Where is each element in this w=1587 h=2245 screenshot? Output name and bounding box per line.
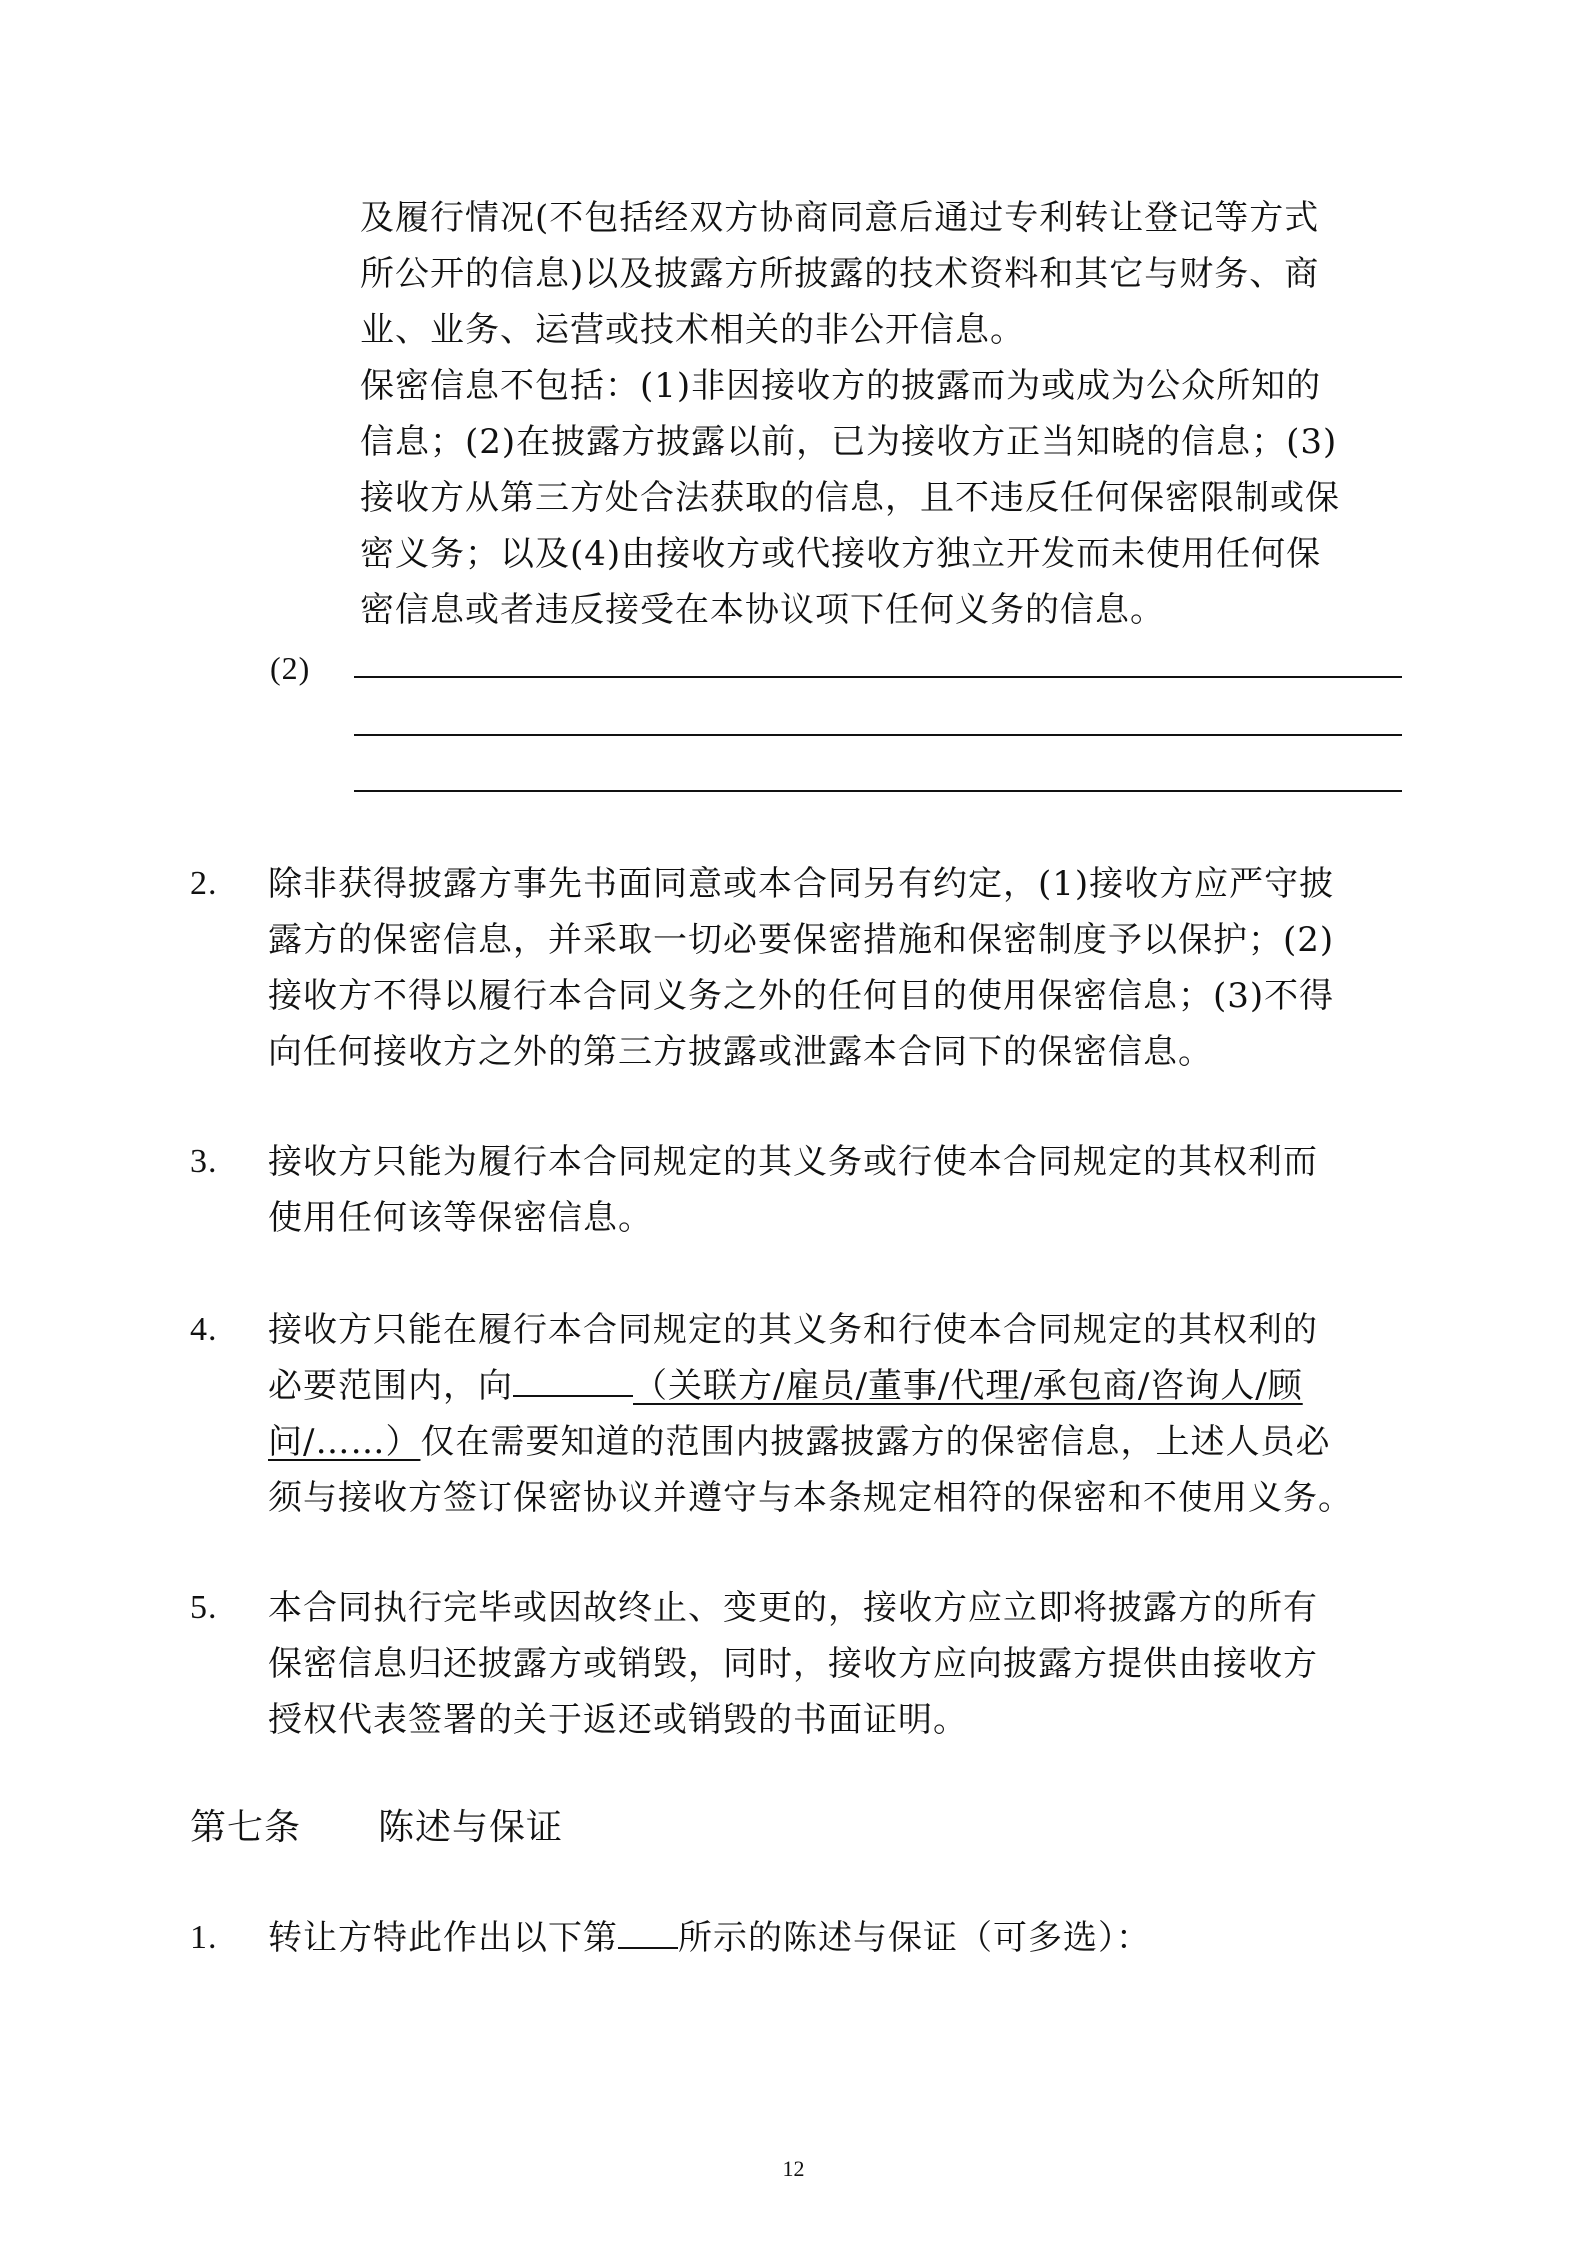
paragraph-line: 露方的保密信息，并采取一切必要保密措施和保密制度予以保护；(2) bbox=[268, 920, 1335, 960]
text-span: 必要范围内，向 bbox=[268, 1366, 513, 1406]
underlined-text: （关联方/雇员/董事/代理/承包商/咨询人/顾 bbox=[633, 1366, 1303, 1406]
fill-in-line bbox=[354, 734, 1402, 736]
sub-item-label: (2) bbox=[270, 650, 311, 686]
paragraph-line: 所公开的信息)以及披露方所披露的技术资料和其它与财务、商 bbox=[360, 254, 1320, 294]
clause-number: 2. bbox=[190, 865, 218, 902]
paragraph-line: 密义务；以及(4)由接收方或代接收方独立开发而未使用任何保 bbox=[360, 534, 1322, 574]
page-number: 12 bbox=[782, 2156, 805, 2181]
paragraph-line bbox=[268, 1358, 1303, 1414]
paragraph-line: 信息；(2)在披露方披露以前，已为接收方正当知晓的信息；(3) bbox=[360, 422, 1338, 462]
paragraph-line: 向任何接收方之外的第三方披露或泄露本合同下的保密信息。 bbox=[268, 1032, 1213, 1072]
fill-in-blank bbox=[618, 1917, 678, 1949]
paragraph-line: 及履行情况(不包括经双方协商同意后通过专利转让登记等方式 bbox=[360, 198, 1320, 238]
paragraph-line: 业、业务、运营或技术相关的非公开信息。 bbox=[360, 310, 1025, 350]
clause-number: 1. bbox=[190, 1919, 218, 1956]
clause-number: 4. bbox=[190, 1311, 218, 1348]
article-label: 第七条 bbox=[190, 1807, 302, 1848]
article-title: 陈述与保证 bbox=[378, 1807, 564, 1848]
fill-in-line bbox=[354, 676, 1402, 678]
paragraph-line: 本合同执行完毕或因故终止、变更的，接收方应立即将披露方的所有 bbox=[268, 1588, 1318, 1628]
fill-in-line bbox=[354, 790, 1402, 792]
fill-in-blank bbox=[513, 1365, 633, 1397]
paragraph-line: 保密信息不包括：(1)非因接收方的披露而为或成为公众所知的 bbox=[360, 366, 1322, 406]
paragraph-line: 保密信息归还披露方或销毁，同时，接收方应向披露方提供由接收方 bbox=[268, 1644, 1318, 1684]
paragraph-line bbox=[268, 1910, 1151, 1966]
paragraph-line: 密信息或者违反接受在本协议项下任何义务的信息。 bbox=[360, 590, 1165, 630]
paragraph-line: 除非获得披露方事先书面同意或本合同另有约定，(1)接收方应严守披 bbox=[268, 864, 1335, 904]
text-span: 转让方特此作出以下第 bbox=[268, 1918, 618, 1958]
clause-number: 3. bbox=[190, 1143, 218, 1180]
paragraph-line: 接收方不得以履行本合同义务之外的任何目的使用保密信息；(3)不得 bbox=[268, 976, 1335, 1016]
paragraph-line: 授权代表签署的关于返还或销毁的书面证明。 bbox=[268, 1700, 968, 1740]
paragraph-line: 接收方只能为履行本合同规定的其义务或行使本合同规定的其权利而 bbox=[268, 1142, 1318, 1182]
paragraph-line: 接收方从第三方处合法获取的信息，且不违反任何保密限制或保 bbox=[360, 478, 1340, 518]
paragraph-line: 接收方只能在履行本合同规定的其义务和行使本合同规定的其权利的 bbox=[268, 1310, 1318, 1350]
text-span: 所示的陈述与保证（可多选）： bbox=[678, 1918, 1151, 1958]
paragraph-line bbox=[268, 1414, 1330, 1470]
underlined-text: 问/……） bbox=[268, 1422, 421, 1462]
text-span: 仅在需要知道的范围内披露披露方的保密信息，上述人员必 bbox=[420, 1422, 1331, 1462]
paragraph-line: 须与接收方签订保密协议并遵守与本条规定相符的保密和不使用义务。 bbox=[268, 1478, 1353, 1518]
clause-number: 5. bbox=[190, 1589, 218, 1626]
paragraph-line: 使用任何该等保密信息。 bbox=[268, 1198, 653, 1238]
